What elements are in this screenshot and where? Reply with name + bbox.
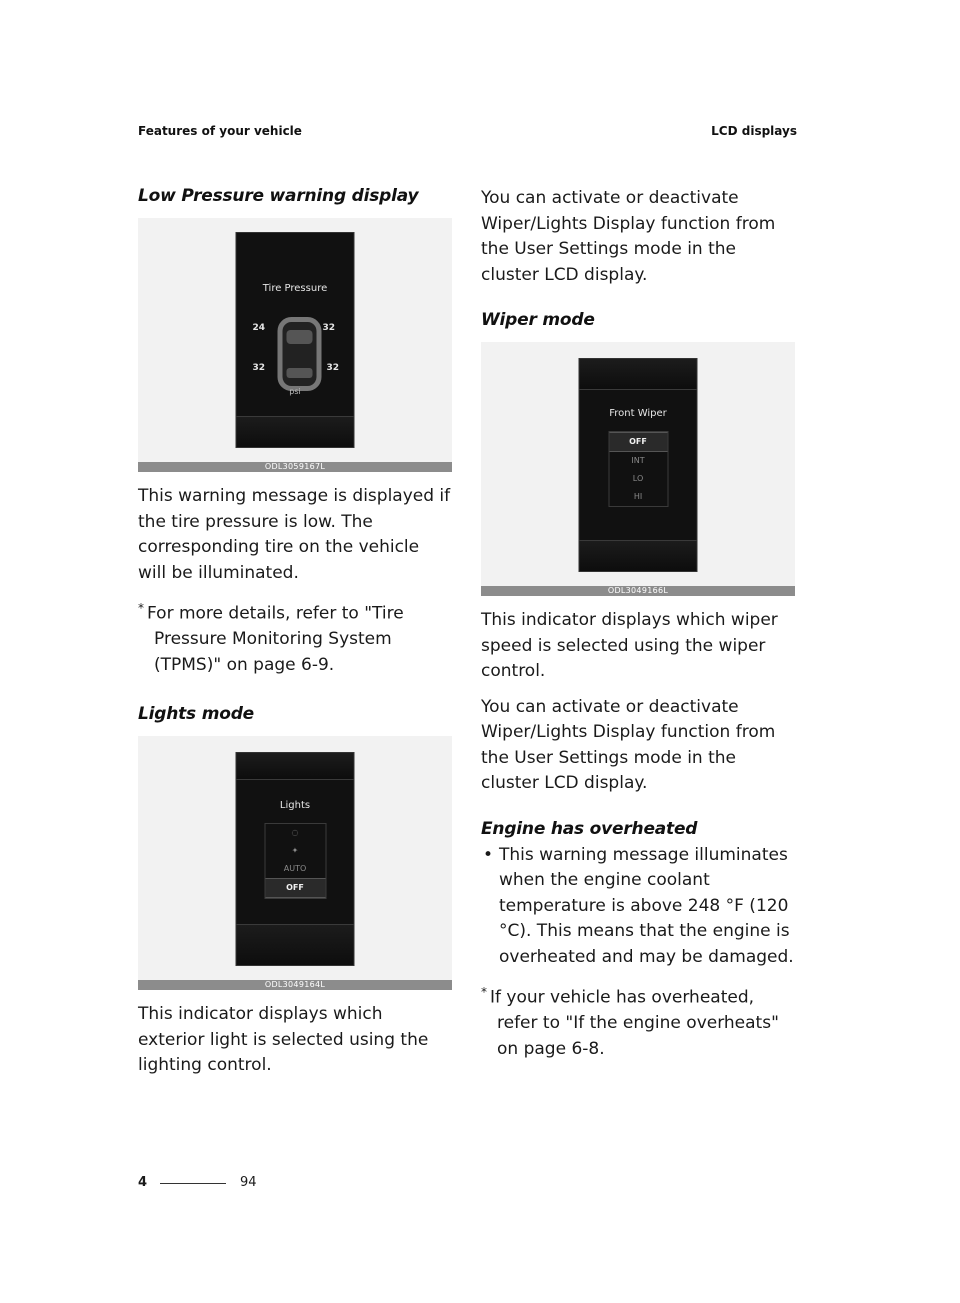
lights-option-auto: AUTO: [283, 864, 307, 874]
right-column: [481, 186, 795, 1072]
section-title-engine-overheated: Engine has overheated: [481, 818, 698, 839]
chapter-number: 4: [138, 1175, 148, 1190]
page-number: 94: [240, 1175, 257, 1190]
headlight-icon: ◌: [291, 828, 299, 838]
section-title-low-pressure: Low Pressure warning display: [138, 186, 419, 206]
section-title-lights-mode: Lights mode: [138, 704, 254, 725]
wiper-option-lo: LO: [632, 474, 644, 483]
pressure-unit: psi: [289, 387, 301, 396]
left-column: [138, 186, 452, 1089]
wiper-option-int: INT: [631, 456, 645, 465]
car-top-view-icon: [278, 317, 322, 391]
footer-divider: [160, 1183, 226, 1184]
figure-caption: ODL3049166L: [481, 586, 795, 596]
running-header-section: LCD displays: [711, 124, 797, 138]
screen-title: Lights: [279, 800, 311, 812]
section-title-wiper-mode: Wiper mode: [481, 310, 595, 330]
figure-caption: ODL3059167L: [138, 462, 452, 472]
parking-light-icon: ✦: [291, 846, 299, 856]
tire-pressure-front-left: 24: [252, 323, 266, 333]
paragraph: You can activate or deactivate Wiper/Lights Display function from the User Settings mode in the cluster LCD display.: [481, 188, 776, 285]
lights-options: [264, 823, 326, 899]
wiper-option-hi: HI: [633, 492, 643, 501]
asterisk-icon: *: [481, 985, 487, 999]
wiper-option-off: OFF: [609, 432, 667, 452]
list-item: • This warning message illuminates when the engine coolant temperature is above 248 °F (120 °C). This means that the engine is overheated and may be damaged.: [481, 843, 795, 971]
figure-tire-pressure: [138, 218, 452, 472]
paragraph: This indicator displays which exterior light is selected using the lighting control.: [138, 1004, 429, 1076]
bullet-list: [481, 843, 795, 971]
lights-option-off: OFF: [265, 878, 325, 898]
asterisk-icon: *: [138, 601, 144, 615]
tire-pressure-rear-left: 32: [252, 363, 266, 373]
lcd-screen-tire-pressure: [236, 232, 355, 448]
screen-title: Front Wiper: [609, 408, 667, 419]
tire-pressure-front-right: 32: [322, 323, 336, 333]
note: * For more details, refer to "Tire Pressure Monitoring System (TPMS)" on page 6-9.: [138, 601, 404, 675]
screen-title: Tire Pressure: [262, 283, 328, 294]
figure-wiper: [481, 342, 795, 596]
running-header-chapter: Features of your vehicle: [138, 124, 302, 138]
tire-pressure-rear-right: 32: [326, 363, 340, 373]
paragraph: This indicator displays which wiper speed is selected using the wiper control.: [481, 610, 778, 681]
note: * If your vehicle has overheated, refer to "If the engine overheats" on page 6-8.: [481, 985, 779, 1059]
lcd-screen-wiper: [579, 358, 698, 572]
lcd-screen-lights: [236, 752, 355, 966]
figure-caption: ODL3049164L: [138, 980, 452, 990]
paragraph: This warning message is displayed if the tire pressure is low. The corresponding tire on the vehicle will be illuminated.: [138, 486, 451, 583]
paragraph: You can activate or deactivate Wiper/Lights Display function from the User Settings mode in the cluster LCD display.: [481, 696, 776, 793]
wiper-options: [608, 431, 668, 507]
figure-lights: [138, 736, 452, 990]
